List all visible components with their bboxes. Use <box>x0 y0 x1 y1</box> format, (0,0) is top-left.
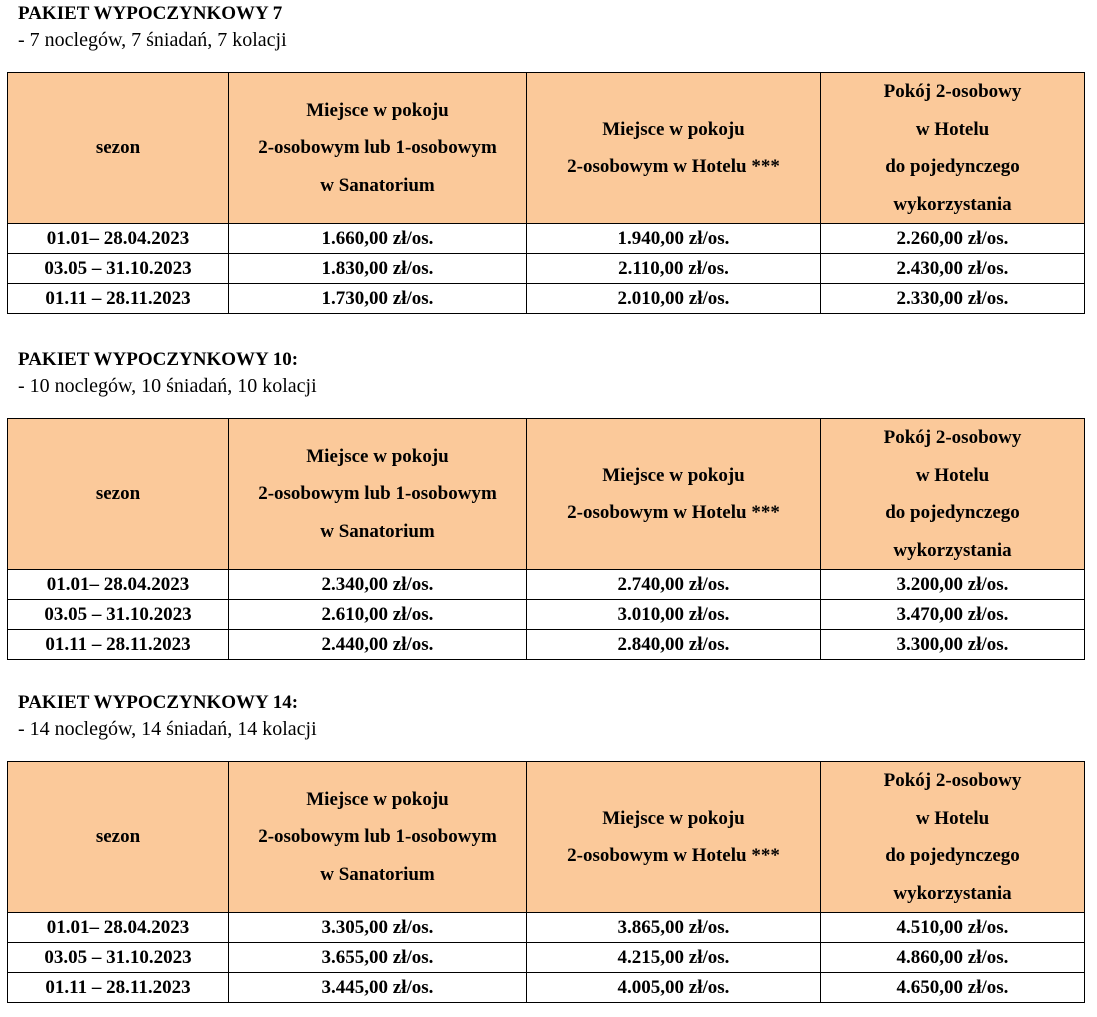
header-row <box>8 762 1085 913</box>
hotel-price: 2.840,00 zł/os. <box>527 630 821 660</box>
season-cell: 01.01– 28.04.2023 <box>8 570 229 600</box>
season-cell: 01.11 – 28.11.2023 <box>8 630 229 660</box>
season-cell: 03.05 – 31.10.2023 <box>8 254 229 284</box>
package-subtitle: - 7 noclegów, 7 śniadań, 7 kolacji <box>18 29 287 51</box>
price-table <box>7 418 1085 660</box>
header-season: sezon <box>8 762 229 913</box>
header-hotel: Miejsce w pokoju 2-osobowym w Hotelu *** <box>527 419 821 570</box>
single-use-price: 3.200,00 zł/os. <box>821 570 1085 600</box>
season-cell: 03.05 – 31.10.2023 <box>8 600 229 630</box>
sanatorium-price: 2.440,00 zł/os. <box>229 630 527 660</box>
season-cell: 01.01– 28.04.2023 <box>8 224 229 254</box>
header-hotel: Miejsce w pokoju 2-osobowym w Hotelu *** <box>527 762 821 913</box>
hotel-price: 3.010,00 zł/os. <box>527 600 821 630</box>
header-season: sezon <box>8 419 229 570</box>
sanatorium-price: 1.830,00 zł/os. <box>229 254 527 284</box>
table-row <box>8 600 1085 630</box>
package-title: PAKIET WYPOCZYNKOWY 7 <box>18 3 283 24</box>
header-sanatorium: Miejsce w pokoju 2-osobowym lub 1-osobowym w Sanatorium <box>229 73 527 224</box>
sanatorium-price: 1.730,00 zł/os. <box>229 284 527 314</box>
single-use-price: 3.300,00 zł/os. <box>821 630 1085 660</box>
sanatorium-price: 3.655,00 zł/os. <box>229 943 527 973</box>
table-row <box>8 913 1085 943</box>
table-row <box>8 973 1085 1003</box>
hotel-price: 2.010,00 zł/os. <box>527 284 821 314</box>
single-use-price: 4.650,00 zł/os. <box>821 973 1085 1003</box>
sanatorium-price: 2.340,00 zł/os. <box>229 570 527 600</box>
hotel-price: 4.005,00 zł/os. <box>527 973 821 1003</box>
single-use-price: 2.260,00 zł/os. <box>821 224 1085 254</box>
header-single-use: Pokój 2-osobowy w Hotelu do pojedynczego wykorzystania <box>821 419 1085 570</box>
package-subtitle: - 10 noclegów, 10 śniadań, 10 kolacji <box>18 375 317 397</box>
single-use-price: 4.860,00 zł/os. <box>821 943 1085 973</box>
single-use-price: 3.470,00 zł/os. <box>821 600 1085 630</box>
table-row <box>8 284 1085 314</box>
season-cell: 01.11 – 28.11.2023 <box>8 284 229 314</box>
header-row <box>8 419 1085 570</box>
header-row <box>8 73 1085 224</box>
header-sanatorium: Miejsce w pokoju 2-osobowym lub 1-osobowym w Sanatorium <box>229 419 527 570</box>
header-sanatorium: Miejsce w pokoju 2-osobowym lub 1-osobowym w Sanatorium <box>229 762 527 913</box>
header-hotel: Miejsce w pokoju 2-osobowym w Hotelu *** <box>527 73 821 224</box>
season-cell: 01.11 – 28.11.2023 <box>8 973 229 1003</box>
table-row <box>8 254 1085 284</box>
sanatorium-price: 3.305,00 zł/os. <box>229 913 527 943</box>
hotel-price: 4.215,00 zł/os. <box>527 943 821 973</box>
table-row <box>8 943 1085 973</box>
header-single-use: Pokój 2-osobowy w Hotelu do pojedynczego wykorzystania <box>821 762 1085 913</box>
hotel-price: 2.110,00 zł/os. <box>527 254 821 284</box>
package-title: PAKIET WYPOCZYNKOWY 14: <box>18 692 299 713</box>
season-cell: 03.05 – 31.10.2023 <box>8 943 229 973</box>
package-title: PAKIET WYPOCZYNKOWY 10: <box>18 349 299 370</box>
single-use-price: 4.510,00 zł/os. <box>821 913 1085 943</box>
package-subtitle: - 14 noclegów, 14 śniadań, 14 kolacji <box>18 718 317 740</box>
table-row <box>8 224 1085 254</box>
header-season: sezon <box>8 73 229 224</box>
price-table <box>7 72 1085 314</box>
hotel-price: 1.940,00 zł/os. <box>527 224 821 254</box>
single-use-price: 2.330,00 zł/os. <box>821 284 1085 314</box>
sanatorium-price: 2.610,00 zł/os. <box>229 600 527 630</box>
table-row <box>8 630 1085 660</box>
hotel-price: 2.740,00 zł/os. <box>527 570 821 600</box>
price-table <box>7 761 1085 1003</box>
single-use-price: 2.430,00 zł/os. <box>821 254 1085 284</box>
sanatorium-price: 1.660,00 zł/os. <box>229 224 527 254</box>
season-cell: 01.01– 28.04.2023 <box>8 913 229 943</box>
header-single-use: Pokój 2-osobowy w Hotelu do pojedynczego wykorzystania <box>821 73 1085 224</box>
sanatorium-price: 3.445,00 zł/os. <box>229 973 527 1003</box>
hotel-price: 3.865,00 zł/os. <box>527 913 821 943</box>
table-row <box>8 570 1085 600</box>
